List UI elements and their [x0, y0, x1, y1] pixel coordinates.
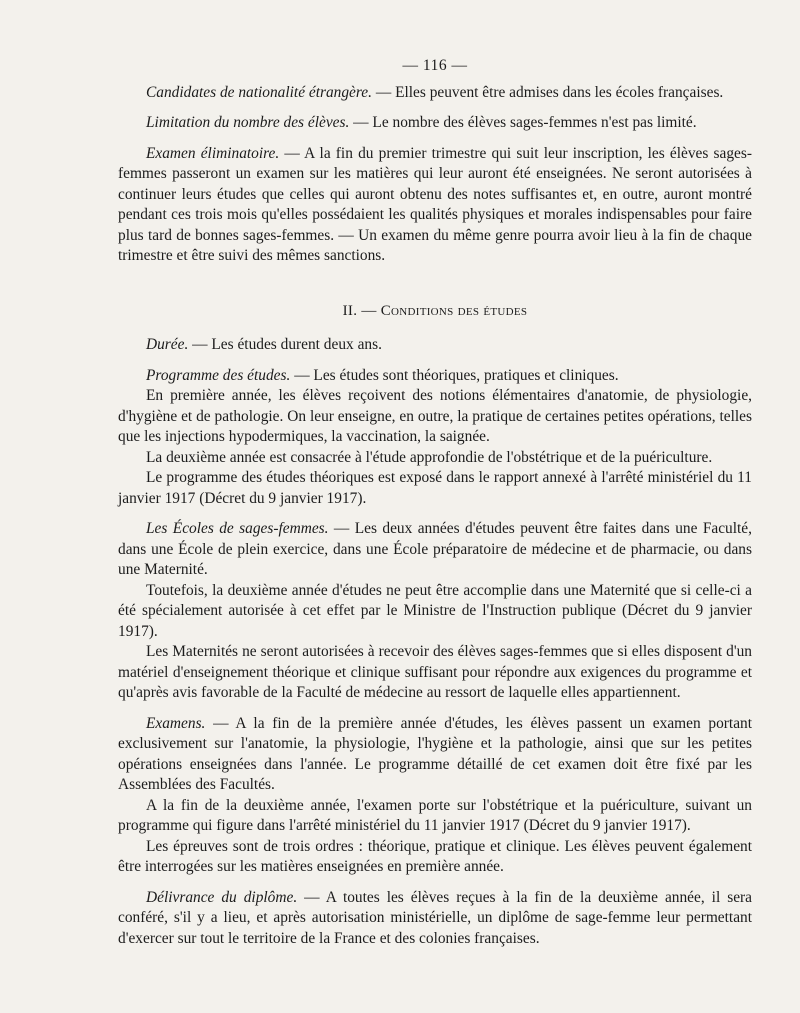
section-title	[118, 301, 752, 322]
section-heading: Conditions des études	[380, 302, 528, 319]
paragraph-examens-2: Les épreuves sont de trois ordres : théorique, pratique et clinique. Les élèves peuvent également être interrogées sur les matières enseignées en première année.	[118, 837, 752, 875]
section-number: II. —	[342, 302, 377, 319]
paragraph-text: — Les études sont théoriques, pratiques et cliniques.	[290, 366, 619, 384]
paragraph-text: — A la fin de la première année d'études, les élèves passent un examen portant exclusivement sur l'anatomie, la physiologie, l'hygiène et la pathologie, ainsi que sur les petites opérations enseignées dans l'année. Le programme détaillé de cet examen doit être fixé par les Assemblées des Facultés.	[118, 714, 752, 793]
paragraph-text: — A la fin du premier trimestre qui suit leur inscription, les élèves sages-femmes passeront un examen sur les matières qui leur auront été enseignées. Ne seront autorisées à continuer leurs études que celles qui auront obtenu des notes suffisantes et, en outre, auront montré pendant ces trois mois qu'elles possédaient les qualités physiques et morales indispensables pour faire plus tard de bonnes sages-femmes. — Un examen du même genre pourra avoir lieu à la fin de chaque trimestre et être suivi des mêmes sanctions.	[118, 144, 752, 264]
paragraph-text: — Les études durent deux ans.	[188, 336, 382, 353]
paragraph-programme-2: La deuxième année est consacrée à l'étude approfondie de l'obstétrique et de la puériculture.	[146, 448, 713, 466]
paragraph-examens-1: A la fin de la deuxième année, l'examen porte sur l'obstétrique et la puériculture, suivant un programme qui figure dans l'arrêté ministériel du 11 janvier 1917 (Décret du 9 janvier 1917).	[118, 796, 752, 834]
paragraph-lead: Examen éliminatoire.	[146, 144, 280, 162]
paragraph-text: — A toutes les élèves reçues à la fin de la deuxième année, il sera conféré, s'il y a lieu, et après autorisation ministérielle, un diplôme de sage-femme leur permettant d'exercer sur tout le territoire de la France et des colonies françaises.	[118, 888, 752, 947]
paragraph-diplome	[118, 888, 752, 950]
paragraph-nationalite	[118, 83, 752, 104]
paragraph-limitation	[118, 113, 752, 134]
page-number: — 116 —	[402, 57, 468, 74]
paragraph-ecoles	[118, 519, 752, 581]
paragraph-examen-eliminatoire	[118, 144, 752, 267]
paragraph-duree	[118, 335, 752, 356]
paragraph-lead: Candidates de nationalité étrangère.	[146, 83, 372, 101]
paragraph-text: — Les deux années d'études peuvent être faites dans une Faculté, dans une École de plein exercice, dans une École préparatoire de médecine et de pharmacie, ou dans une Maternité.	[118, 520, 752, 578]
paragraph-text: — Elles peuvent être admises dans les écoles françaises.	[371, 83, 724, 101]
paragraph-ecoles-2: Les Maternités ne seront autorisées à recevoir des élèves sages-femmes que si elles disposent d'un matériel d'enseignement théorique et clinique suffisant pour répondre aux exigences du programme et qu'après avis favorable de la Faculté de médecine au ressort de laquelle elles appartiennent.	[118, 643, 752, 701]
paragraph-examens	[118, 714, 752, 796]
paragraph-programme-1: En première année, les élèves reçoivent des notions élémentaires d'anatomie, de physiologie, d'hygiène et de pathologie. On leur enseigne, en outre, la pratique de certaines petites opérations, telles que les injections hypodermiques, la vaccination, la saignée.	[118, 387, 752, 445]
paragraph-programme-3: Le programme des études théoriques est exposé dans le rapport annexé à l'arrêté ministériel du 11 janvier 1917 (Décret du 9 janvier 1917).	[118, 469, 752, 507]
paragraph-text: — Le nombre des élèves sages-femmes n'est pas limité.	[349, 114, 697, 131]
paragraph-lead: Programme des études.	[146, 366, 291, 384]
paragraph-ecoles-1: Toutefois, la deuxième année d'études ne peut être accomplie dans une Maternité que si celle-ci a été spécialement autorisée à cet effet par le Ministre de l'Instruction publique (Décret du 9 janvier 1917).	[118, 581, 752, 640]
paragraph-lead: Examens.	[146, 714, 206, 732]
paragraph-lead: Limitation du nombre des élèves.	[146, 114, 350, 131]
paragraph-programme	[118, 366, 752, 387]
paragraph-lead: Durée.	[146, 336, 189, 353]
paragraph-lead: Les Écoles de sages-femmes.	[146, 520, 329, 537]
paragraph-lead: Délivrance du diplôme.	[146, 888, 298, 906]
